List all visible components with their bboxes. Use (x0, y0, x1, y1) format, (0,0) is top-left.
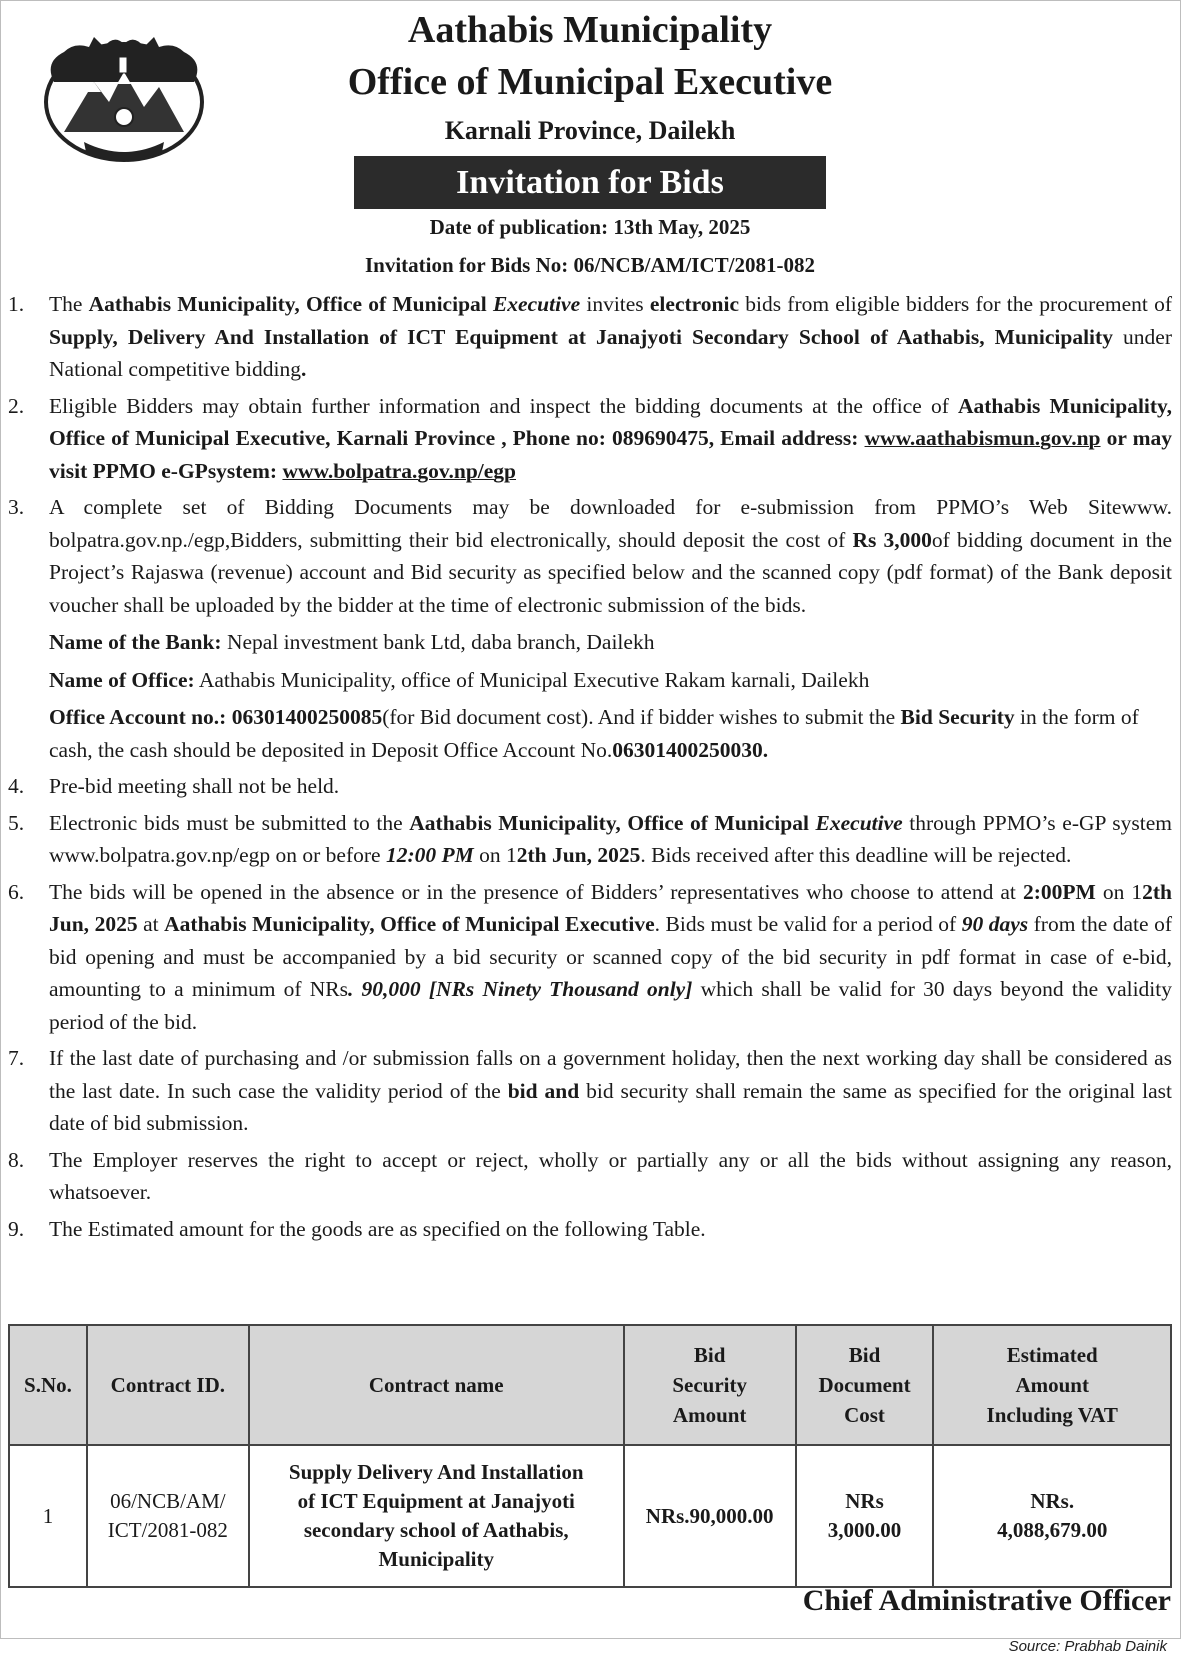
municipality-website-link[interactable]: www.aathabismun.gov.np (864, 426, 1101, 450)
list-item: 6. The bids will be opened in the absence or in the presence of Bidders’ representatives who choose to attend at 2:00PM on 12th Jun, 2025 at Aathabis Municipality, Office of Municipal Executive. Bids must be valid for a period of 90 days from the date of bid opening and must be accompanied by a bid security or scanned copy of the bid security in pdf format in case of e-bid, amounting to a minimum of NRs. 90,000 [NRs Ninety Thousand only] which shall be valid for 30 days beyond the validity period of the bid. (8, 879, 1173, 1034)
source-credit: Source: Prabhab Dainik (1008, 1638, 1167, 1655)
signature-title: Chief Administrative Officer (802, 1584, 1171, 1617)
cell-bid-security: NRs.90,000.00 (624, 1445, 796, 1587)
cell-doc-cost: NRs 3,000.00 (796, 1445, 934, 1587)
list-item: 2. Eligible Bidders may obtain further information and inspect the bidding documents at the office of Aathabis Municipality, Office of Municipal Executive, Karnali Province , Phone no: 089690475, Email address: www.aathabismun.gov.np or may visit PPMO e-GPsystem: www.bolpatra.gov.np/egp (8, 393, 1172, 483)
table-row (9, 1445, 1171, 1587)
list-item: 8. The Employer reserves the right to accept or reject, wholly or partially any or all the bids without assigning any reason, whatsoever. (8, 1147, 1172, 1204)
header-doc-cost: Bid Document Cost (796, 1325, 934, 1445)
ppmo-egp-link[interactable]: www.bolpatra.gov.np/egp (282, 458, 517, 483)
nepal-emblem-icon (34, 22, 214, 172)
header-estimate: Estimated Amount Including VAT (933, 1325, 1171, 1445)
table-header-row (9, 1325, 1171, 1445)
notice-banner: Invitation for Bids (354, 156, 826, 209)
municipality-name: Aathabis Municipality (407, 9, 773, 51)
header-contract-name: Contract name (249, 1325, 624, 1445)
list-item: 1. The Aathabis Municipality, Office of Municipal Executive invites electronic bids from eligible bidders for the procurement of Supply, Delivery And Installation of ICT Equipment at Janajyoti Secondary School of Aathabis, Municipality under National competitive bidding. (8, 292, 1173, 381)
header-bid-security: Bid Security Amount (624, 1325, 796, 1445)
cell-contract-name: Supply Delivery And Installation of ICT Equipment at Janajyoti secondary school of Aathabis, Municipality (249, 1445, 624, 1587)
publication-date: Date of publication: 13th May, 2025 (429, 215, 751, 239)
list-item: 7. If the last date of purchasing and /or submission falls on a government holiday, then the next working day shall be considered as the last date. In such case the validity period of the bid and bid security shall remain the same as specified for the original last date of bid submission. (8, 1046, 1172, 1135)
list-item: 9. The Estimated amount for the goods are as specified on the following Table. (8, 1216, 706, 1241)
cell-contract-id: 06/NCB/AM/ ICT/2081-082 (87, 1445, 249, 1587)
list-item: 5. Electronic bids must be submitted to the Aathabis Municipality, Office of Municipal Executive through PPMO’s e-GP system www.bolpatra.gov.np/egp on or before 12:00 PM on 12th Jun, 2025. Bids received after this deadline will be rejected. (8, 810, 1172, 867)
list-item: 3. A complete set of Bidding Documents may be downloaded for e-submission from PPMO’s Web Sitewww. bolpatra.gov.np./egp,Bidders, submitting their bid electronically, should deposit the cost of Rs 3,000of bidding document in the Project’s Rajaswa (revenue) account and Bid security as specified below and the scanned copy (pdf format) of the Bank deposit voucher shall be uploaded by the bidder at the time of electronic submission of the bids. Name of the Bank: Nepal investment bank Ltd, daba branch, Dailekh Name of Office: Aathabis Municipality, office of Municipal Executive Rakam karnali, Dailekh Office Account no.: 06301400250085(for Bid document cost). And if bidder wishes to submit the Bid Security in the form of cash, the cash should be deposited in Deposit Office Account No.06301400250030. (8, 495, 1172, 762)
bids-table (8, 1324, 1172, 1588)
office-name: Office of Municipal Executive (347, 61, 833, 103)
header-sno: S.No. (9, 1325, 87, 1445)
location: Karnali Province, Dailekh (444, 116, 736, 145)
ifb-number: Invitation for Bids No: 06/NCB/AM/ICT/2081-082 (365, 253, 815, 277)
cell-sno: 1 (9, 1445, 87, 1587)
cell-estimate: NRs. 4,088,679.00 (933, 1445, 1171, 1587)
header-contract-id: Contract ID. (87, 1325, 249, 1445)
list-item: 4. Pre-bid meeting shall not be held. (8, 774, 340, 798)
notice-body (8, 288, 1172, 1245)
